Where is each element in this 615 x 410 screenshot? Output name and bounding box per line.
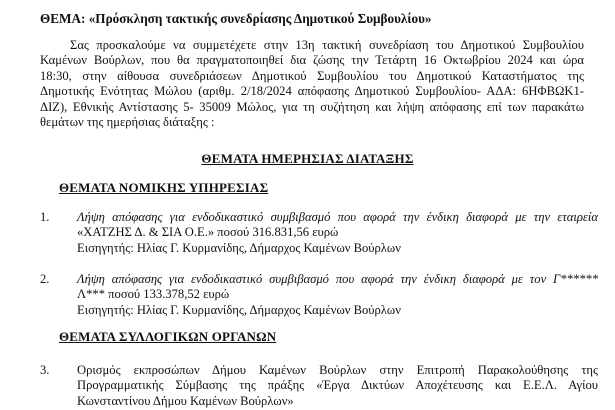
agenda-item-text-line: Λήψη απόφασης για ενδοδικαστικό συμβιβασμό που αφορά την ένδικη διαφορά με τον Γ****** [77, 272, 598, 286]
agenda-heading: ΘΕΜΑΤΑ ΗΜΕΡΗΣΙΑΣ ΔΙΑΤΑΞΗΣ [201, 151, 414, 166]
agenda-item-text-line: Κωνσταντίνου Δήμου Καμένων Βούρλων» [77, 393, 294, 408]
agenda-item-number: 3. [40, 363, 50, 377]
agenda-item-3 [77, 363, 598, 409]
agenda-item-rapporteur: Εισηγητής: Ηλίας Γ. Κυρμανίδης, Δήμαρχος Καμένων Βούρλων [77, 240, 401, 255]
agenda-item-1 [77, 210, 598, 256]
agenda-item-number: 1. [40, 210, 50, 224]
intro-line: 18:30, στην αίθουσα συνεδριάσεων Δημοτικού Συμβουλίου του Δημοτικού Καταστήματος της [40, 68, 584, 83]
agenda-item-text-line: Ορισμός εκπροσώπων Δήμου Καμένων Βούρλων στην Επιτροπή Παρακολούθησης της [77, 363, 598, 377]
agenda-item-rapporteur: Εισηγητής: Ηλίας Γ. Κυρμανίδης, Δήμαρχος Καμένων Βούρλων [77, 302, 401, 317]
intro-line: Σας προσκαλούμε να συμμετέχετε στην 13η τακτική συνεδρίαση του Δημοτικού Συμβουλίου [70, 38, 584, 52]
intro-line: ΔΙΖ), Εθνικής Αντίστασης 5- 35009 Μώλος, για τη συζήτηση και λήψη απόφασης επί των παρακάτω [40, 99, 584, 114]
invitation-paragraph [40, 38, 584, 130]
section-heading-collective-bodies: ΘΕΜΑΤΑ ΣΥΛΛΟΓΙΚΩΝ ΟΡΓΑΝΩΝ [59, 329, 277, 344]
agenda-item-text-line: Προγραμματικής Σύμβασης της πράξης «Έργα Δικτύων Αποχέτευσης και Ε.Ε.Λ. Αγίου [77, 378, 598, 393]
section-heading-legal: ΘΕΜΑΤΑ ΝΟΜΙΚΗΣ ΥΠΗΡΕΣΙΑΣ [59, 180, 269, 195]
agenda-item-2 [77, 272, 598, 318]
agenda-item-text-line: «ΧΑΤΖΗΣ Δ. & ΣΙΑ Ο.Ε.» ποσού 316.831,56 ευρώ [77, 225, 339, 240]
agenda-item-text-line: Λ*** ποσού 133.378,52 ευρώ [77, 287, 230, 302]
intro-line: Καμένων Βούρλων, που θα πραγματοποιηθεί δια ζώσης την Τετάρτη 16 Οκτωβρίου 2024 και ώρα [40, 53, 584, 68]
document-subject: ΘΕΜΑ: «Πρόσκληση τακτικής συνεδρίασης Δημοτικού Συμβουλίου» [40, 11, 432, 26]
agenda-item-number: 2. [40, 272, 50, 286]
agenda-item-text-line: Λήψη απόφασης για ενδοδικαστικό συμβιβασμό που αφορά την ένδικη διαφορά με την εταιρεία [77, 210, 598, 224]
intro-line: θεμάτων της ημερήσιας διάταξης : [40, 115, 215, 130]
intro-line: Δημοτικής Ενότητας Μώλου (αριθμ. 2/18/2024 απόφασης Δημοτικού Συμβουλίου- ΑΔΑ: 6ΗΦΒΩΚ1- [40, 84, 584, 99]
